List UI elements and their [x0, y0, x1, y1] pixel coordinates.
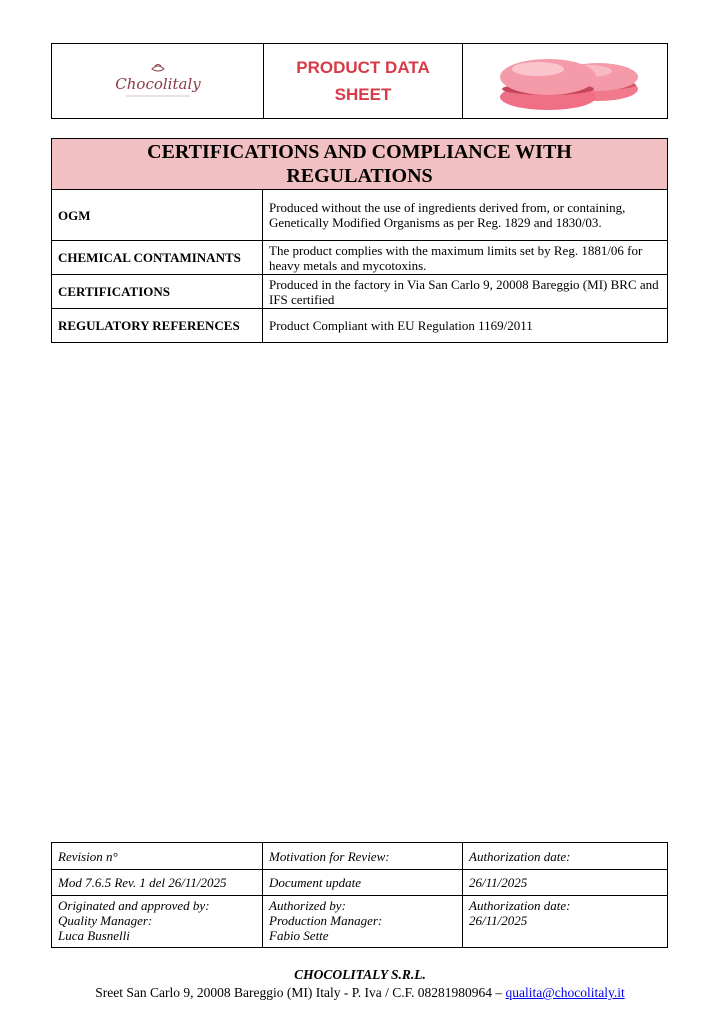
logo-cell	[52, 44, 264, 118]
authorization-date-value: 26/11/2025	[469, 913, 528, 928]
authorization-date-label: Authorization date:	[469, 898, 571, 913]
title-line-2: SHEET	[334, 85, 392, 104]
row-label-ogm: OGM	[52, 190, 263, 241]
table-row	[52, 309, 668, 343]
row-label-chemical-contaminants: CHEMICAL CONTAMINANTS	[52, 241, 263, 275]
row-label-regulatory-references: REGULATORY REFERENCES	[52, 309, 263, 343]
approval-person: Luca Busnelli	[58, 928, 130, 943]
certifications-table	[51, 138, 668, 343]
row-value-chemical-contaminants: The product complies with the maximum limits set by Reg. 1881/06 for heavy metals and mycotoxins.	[263, 241, 668, 275]
approval-label: Originated and approved by:	[58, 898, 210, 913]
authorization-date-cell	[463, 896, 668, 948]
revision-table	[51, 842, 668, 948]
document-title	[296, 54, 429, 108]
table-row	[52, 896, 668, 948]
document-header	[51, 43, 668, 119]
revision-header-number: Revision n°	[52, 843, 263, 870]
footer-address-line	[0, 984, 720, 1002]
revision-date: 26/11/2025	[463, 870, 668, 896]
table-row	[52, 843, 668, 870]
approval-cell	[52, 896, 263, 948]
page-footer	[0, 966, 720, 1002]
revision-number: Mod 7.6.5 Rev. 1 del 26/11/2025	[52, 870, 263, 896]
table-row	[52, 241, 668, 275]
heading-line-1: CERTIFICATIONS AND COMPLIANCE WITH	[147, 141, 572, 163]
table-row	[52, 190, 668, 241]
row-value-certifications: Produced in the factory in Via San Carlo 9, 20008 Bareggio (MI) BRC and IFS certified	[263, 275, 668, 309]
authorization-label: Authorized by:	[269, 898, 346, 913]
row-value-regulatory-references: Product Compliant with EU Regulation 1169/2011	[263, 309, 668, 343]
logo-wordmark: Chocolitaly	[114, 75, 201, 93]
revision-motivation: Document update	[263, 870, 463, 896]
macaron-image	[480, 47, 650, 115]
table-row	[52, 870, 668, 896]
footer-company: CHOCOLITALY S.R.L.	[294, 967, 426, 982]
revision-header-motivation: Motivation for Review:	[263, 843, 463, 870]
header-title-cell	[264, 44, 463, 118]
footer-email-link[interactable]: qualita@chocolitaly.it	[505, 985, 625, 1000]
chocolitaly-logo	[98, 57, 218, 105]
authorization-role: Production Manager:	[269, 913, 383, 928]
revision-header-date: Authorization date:	[463, 843, 668, 870]
authorization-person: Fabio Sette	[269, 928, 329, 943]
heading-line-2: REGULATIONS	[286, 165, 433, 187]
row-label-certifications: CERTIFICATIONS	[52, 275, 263, 309]
approval-role: Quality Manager:	[58, 913, 153, 928]
certifications-heading	[52, 139, 668, 190]
footer-address: Sreet San Carlo 9, 20008 Bareggio (MI) Italy - P. Iva / C.F. 08281980964 –	[95, 985, 506, 1000]
title-line-1: PRODUCT DATA	[296, 58, 430, 77]
authorization-cell	[263, 896, 463, 948]
row-value-ogm: Produced without the use of ingredients derived from, or containing, Genetically Modified Organisms as per Reg. 1829 and 1830/03.	[263, 190, 668, 241]
table-row	[52, 275, 668, 309]
macaron-image-cell	[463, 44, 667, 118]
